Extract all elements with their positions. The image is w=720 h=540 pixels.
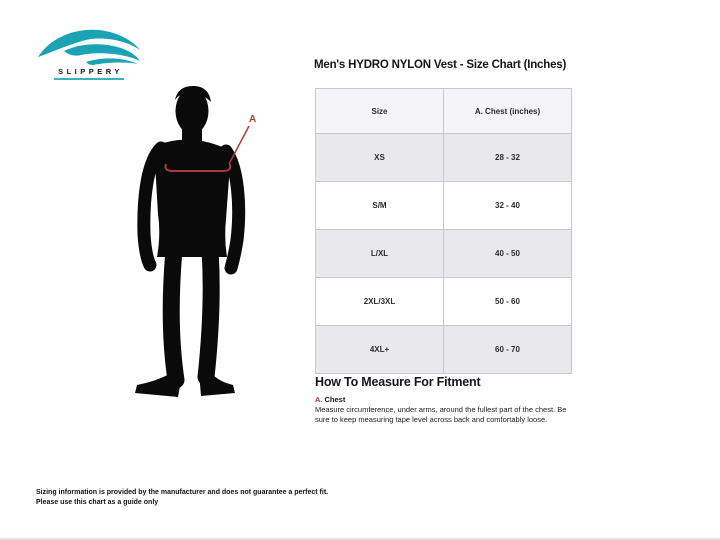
- measurement-item-key: A.: [315, 395, 323, 404]
- chest-marker-label: A: [249, 114, 257, 125]
- chest-cell: 60 - 70: [444, 326, 572, 374]
- size-cell: 2XL/3XL: [316, 278, 444, 326]
- table-row: [316, 230, 572, 278]
- size-cell: S/M: [316, 182, 444, 230]
- table-row: [316, 134, 572, 182]
- chest-cell: 28 - 32: [444, 134, 572, 182]
- wave-logo-icon: [37, 24, 142, 66]
- chest-cell: 50 - 60: [444, 278, 572, 326]
- table-row: [316, 278, 572, 326]
- disclaimer-line-2: Please use this chart as a guide only: [36, 499, 159, 506]
- body-silhouette-icon: [128, 84, 268, 406]
- size-chart-table: [315, 88, 572, 374]
- size-cell: 4XL+: [316, 326, 444, 374]
- column-header-size: Size: [316, 89, 444, 134]
- disclaimer-line-1: Sizing information is provided by the manufacturer and does not guarantee a perfect fit.: [36, 489, 329, 496]
- measurement-item-chest: [315, 395, 577, 404]
- table-row: [316, 182, 572, 230]
- table-header-row: [316, 89, 572, 134]
- brand-underline: [54, 78, 124, 80]
- chest-cell: 40 - 50: [444, 230, 572, 278]
- disclaimer: [36, 488, 328, 508]
- page-title: Men's HYDRO NYLON Vest - Size Chart (Inches): [314, 59, 567, 71]
- brand-logo: [34, 24, 144, 80]
- chest-cell: 32 - 40: [444, 182, 572, 230]
- measurement-item-description: Measure circumference, under arms, around the fullest part of the chest. Be sure to keep measuring tape level across back and comfortably loose.: [315, 405, 567, 424]
- size-cell: L/XL: [316, 230, 444, 278]
- measurement-guide: [315, 375, 577, 424]
- size-cell: XS: [316, 134, 444, 182]
- brand-name: SLIPPERY: [58, 67, 123, 76]
- measurement-guide-heading: How To Measure For Fitment: [315, 375, 481, 389]
- measurement-figure: [128, 84, 268, 406]
- measurement-item-label: Chest: [324, 395, 346, 404]
- column-header-chest: A. Chest (inches): [444, 89, 572, 134]
- table-row: [316, 326, 572, 374]
